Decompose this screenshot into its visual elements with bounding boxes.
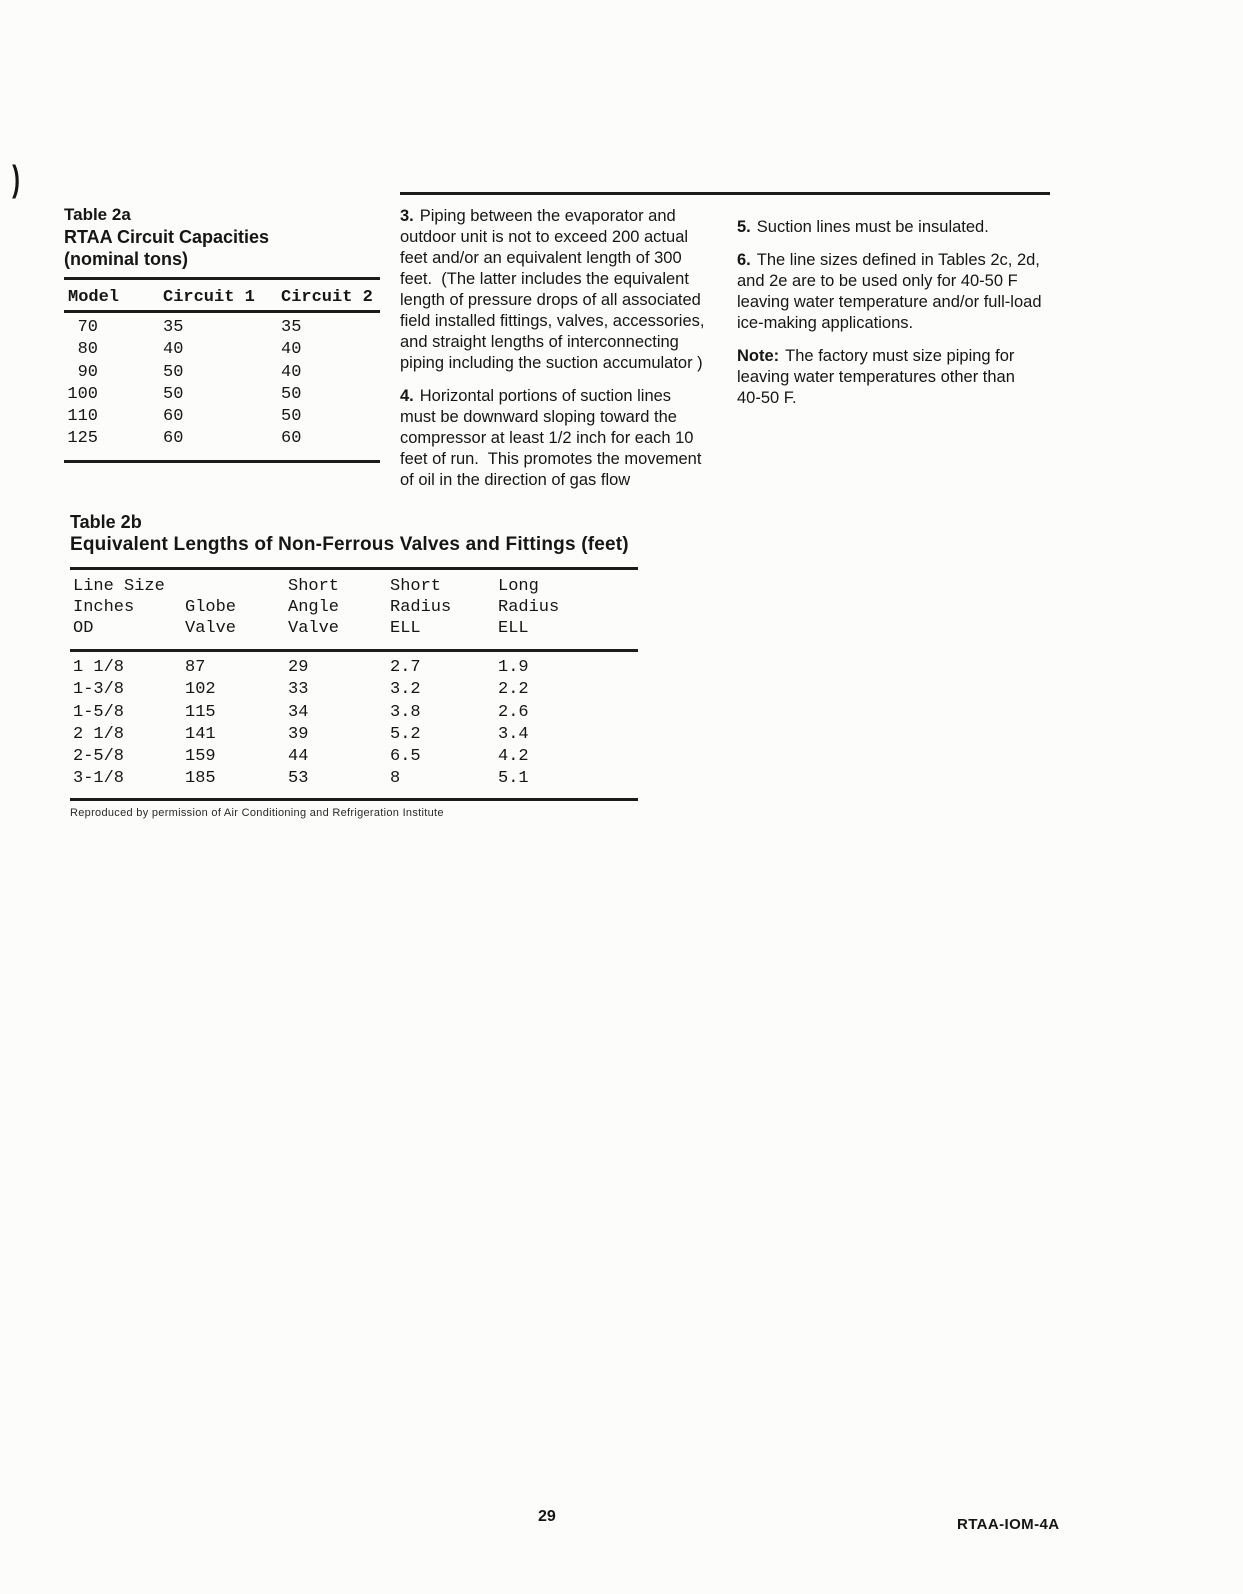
table-cell: 1-5/8	[73, 702, 125, 722]
text-line	[400, 206, 725, 227]
column-header: Short	[288, 577, 340, 596]
table-title-line: Table 2a	[64, 205, 131, 224]
scan-artifact-mark: )	[12, 158, 20, 199]
table-cell: 3.4	[498, 724, 529, 744]
table-cell: 1-3/8	[73, 680, 125, 700]
table-cell: 50	[163, 384, 184, 404]
text-line: of oil in the direction of gas flow	[400, 471, 631, 489]
table-2b-header	[70, 570, 638, 652]
table-cell: 44	[288, 747, 309, 767]
table-cell: 70	[77, 318, 98, 337]
table-cell: 39	[288, 724, 309, 744]
text-line: 40-50 F.	[737, 389, 797, 407]
table-cell: 35	[163, 318, 184, 337]
table-2b	[70, 567, 638, 801]
text-line: leaving water temperatures other than	[737, 368, 1015, 386]
table-cell: 100	[67, 384, 98, 404]
table-cell: 125	[67, 429, 98, 449]
text-line: feet of run. This promotes the movement	[400, 450, 702, 468]
text-line: and 2e are to be used only for 40-50 F	[737, 272, 1018, 290]
text-line: feet and/or an equivalent length of 300	[400, 249, 682, 267]
column-header: Angle	[288, 598, 340, 617]
table-header-line	[70, 577, 638, 598]
text-line	[400, 386, 725, 407]
document-code: RTAA-IOM-4A	[957, 1516, 1060, 1533]
table-title-line: Table 2b	[70, 512, 142, 532]
table-header-line	[70, 598, 638, 619]
table-cell: 5.2	[390, 724, 421, 744]
text-line: compressor at least 1/2 inch for each 10	[400, 429, 694, 447]
table-cell: 33	[288, 680, 309, 700]
column-header: Radius	[498, 598, 560, 617]
column-header: Radius	[390, 598, 452, 617]
table-cell: 34	[288, 702, 309, 722]
table-cell: 6.5	[390, 747, 421, 767]
column-header: Circuit 2	[281, 288, 373, 307]
table-cell: 60	[163, 429, 184, 449]
table-cell: 3.8	[390, 702, 421, 722]
table-2a-title	[64, 204, 380, 270]
table-cell: 2 1/8	[73, 724, 125, 744]
table-2b-footnote: Reproduced by permission of Air Conditioning and Refrigeration Institute	[70, 806, 444, 819]
table-title-line: RTAA Circuit Capacities	[64, 227, 270, 247]
text-line	[737, 217, 1062, 238]
table-cell: 2.6	[498, 702, 529, 722]
column-header: Model	[68, 288, 120, 307]
table-cell: 60	[281, 429, 302, 449]
list-number: 4.	[400, 387, 414, 405]
column-header: OD	[73, 619, 94, 638]
table-cell: 35	[281, 318, 302, 337]
table-row	[70, 703, 638, 725]
table-cell: 2.7	[390, 658, 421, 677]
table-row	[70, 680, 638, 702]
note-paragraph	[737, 346, 1062, 409]
text-line-content: Piping between the evaporator and	[419, 207, 676, 225]
text-line-content: The factory must size piping for	[785, 347, 1015, 365]
table-cell: 40	[163, 340, 184, 360]
notes-right-column	[737, 217, 1062, 421]
text-line: leaving water temperature and/or full-load	[737, 293, 1042, 311]
table-cell: 50	[281, 384, 302, 404]
table-row	[70, 658, 638, 680]
column-header: Globe	[185, 598, 237, 617]
table-cell: 3-1/8	[73, 769, 125, 789]
table-cell: 141	[185, 724, 216, 744]
table-cell: 2-5/8	[73, 747, 125, 767]
table-2b-title	[70, 511, 638, 557]
table-cell: 110	[67, 407, 98, 427]
table-cell: 60	[163, 407, 184, 427]
column-header: Valve	[185, 619, 237, 638]
table-row	[64, 318, 380, 340]
table-2a-body	[64, 313, 380, 460]
text-line: length of pressure drops of all associated	[400, 291, 701, 309]
text-line: piping including the suction accumulator )	[400, 354, 703, 372]
text-line: must be downward sloping toward the	[400, 408, 677, 426]
page-number: 29	[538, 1508, 556, 1525]
table-cell: 4.2	[498, 747, 529, 767]
note-paragraph	[400, 386, 725, 491]
text-line: ice-making applications.	[737, 314, 914, 332]
text-line-content: Suction lines must be insulated.	[756, 218, 989, 236]
table-cell: 90	[77, 362, 98, 382]
column-header: Long	[498, 577, 539, 596]
table-2b-body	[70, 652, 638, 798]
list-number: Note:	[737, 347, 780, 365]
note-paragraph	[737, 250, 1062, 334]
text-line	[737, 250, 1062, 271]
notes-middle-column	[400, 206, 725, 503]
column-divider-rule	[400, 192, 1050, 195]
column-header: Inches	[73, 598, 135, 617]
table-row	[64, 340, 380, 362]
table-row	[64, 407, 380, 429]
text-line	[737, 346, 1062, 367]
column-header: Line Size	[73, 577, 165, 596]
table-row	[64, 363, 380, 385]
note-paragraph	[400, 206, 725, 374]
list-number: 5.	[737, 218, 751, 236]
table-cell: 2.2	[498, 680, 529, 700]
text-line: feet. (The latter includes the equivalent	[400, 270, 689, 288]
table-row	[70, 725, 638, 747]
table-row	[64, 429, 380, 451]
table-cell: 29	[288, 658, 309, 677]
table-cell: 115	[185, 702, 216, 722]
column-header: Circuit 1	[163, 288, 255, 307]
table-cell: 40	[281, 340, 302, 360]
table-row	[64, 385, 380, 407]
table-2b-section	[70, 511, 638, 819]
table-cell: 1.9	[498, 658, 529, 677]
table-2a	[64, 277, 380, 463]
list-number: 3.	[400, 207, 414, 225]
note-paragraph	[737, 217, 1062, 238]
table-header-line	[70, 619, 638, 640]
table-cell: 53	[288, 769, 309, 789]
text-line: outdoor unit is not to exceed 200 actual	[400, 228, 689, 246]
table-cell: 50	[163, 362, 184, 382]
text-line-content: The line sizes defined in Tables 2c, 2d,	[756, 251, 1040, 269]
table-cell: 8	[390, 769, 401, 789]
table-cell: 159	[185, 747, 216, 767]
table-cell: 102	[185, 680, 216, 700]
table-row	[70, 769, 638, 791]
text-line: field installed fittings, valves, accessories,	[400, 312, 705, 330]
table-cell: 80	[77, 340, 98, 360]
table-cell: 3.2	[390, 680, 421, 700]
text-line-content: Horizontal portions of suction lines	[419, 387, 672, 405]
column-header: Short	[390, 577, 442, 596]
text-line: and straight lengths of interconnecting	[400, 333, 679, 351]
table-cell: 1 1/8	[73, 658, 125, 677]
table-2a-section	[64, 204, 380, 463]
table-cell: 40	[281, 362, 302, 382]
column-header: Valve	[288, 619, 340, 638]
table-cell: 5.1	[498, 769, 529, 789]
table-title-line: Equivalent Lengths of Non-Ferrous Valves and Fittings (feet)	[70, 534, 629, 555]
table-cell: 185	[185, 769, 216, 789]
table-row	[70, 747, 638, 769]
list-number: 6.	[737, 251, 751, 269]
table-title-line: (nominal tons)	[64, 249, 188, 269]
column-header: ELL	[498, 619, 529, 638]
table-cell: 87	[185, 658, 206, 677]
table-cell: 50	[281, 407, 302, 427]
table-2a-header-row	[64, 280, 380, 313]
column-header: ELL	[390, 619, 421, 638]
